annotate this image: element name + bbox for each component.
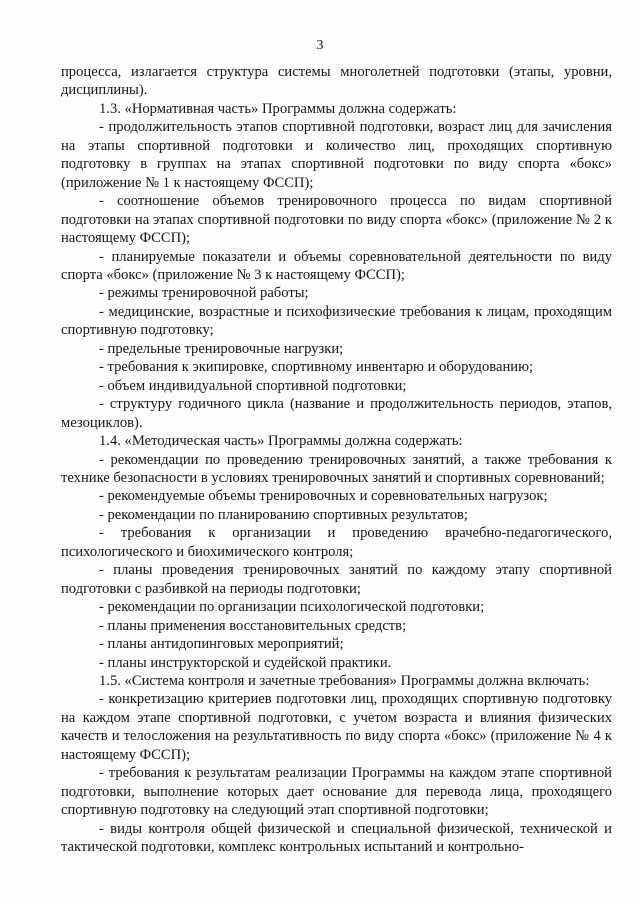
list-item: - планы применения восстановительных средств; xyxy=(99,617,407,634)
section-heading: 1.4. «Методическая часть» Программы должна содержать: xyxy=(99,433,463,450)
list-item: - рекомендации по организации психологической подготовки; xyxy=(99,599,485,616)
list-item: - рекомендации по проведению тренировочных занятий, а также требования к технике безопасности в условиях тренировочных занятий и спортивных соревнований; xyxy=(61,451,612,486)
list-item: - планируемые показатели и объемы соревновательной деятельности по виду спорта «бокс» (приложение № 3 к настоящему ФССП); xyxy=(61,248,612,283)
body-text xyxy=(61,63,612,856)
list-item: - объем индивидуальной спортивной подготовки; xyxy=(99,377,407,394)
page-number: 3 xyxy=(316,38,324,53)
list-item: - соотношение объемов тренировочного процесса по видам спортивной подготовки на этапах спортивной подготовки по виду спорта «бокс» (приложение № 2 к настоящему ФССП); xyxy=(61,193,612,247)
list-item: - конкретизацию критериев подготовки лиц, проходящих спортивную подготовку на каждом этапе спортивной подготовки, с учетом возраста и влияния физических качеств и телосложения на результативность по виду спорта «бокс» (приложение № 4 к настоящему ФССП); xyxy=(61,691,612,763)
list-item: - структуру годичного цикла (название и продолжительность периодов, этапов, мезоциклов). xyxy=(61,396,612,431)
list-item: - требования к организации и проведению врачебно-педагогического, психологического и биохимического контроля; xyxy=(61,525,612,560)
list-item: - медицинские, возрастные и психофизические требования к лицам, проходящим спортивную подготовку; xyxy=(61,303,612,339)
list-item: - предельные тренировочные нагрузки; xyxy=(99,340,344,357)
paragraph: процесса, излагается структура системы многолетней подготовки (этапы, уровни, дисциплины). xyxy=(61,64,612,99)
list-item: - рекомендуемые объемы тренировочных и соревновательных нагрузок; xyxy=(99,488,548,505)
section-heading: 1.5. «Система контроля и зачетные требования» Программы должна включать: xyxy=(99,672,590,689)
list-item: - виды контроля общей физической и специальной физической, технической и тактической подготовки, комплекс контрольных испытаний и контрольно- xyxy=(61,820,612,856)
list-item: - планы антидопинговых мероприятий; xyxy=(99,636,344,653)
section-heading: 1.3. «Нормативная часть» Программы должна содержать: xyxy=(99,100,457,117)
list-item: - планы инструкторской и судейской практики. xyxy=(99,654,392,671)
list-item: - требования к экипировке, спортивному инвентарю и оборудованию; xyxy=(99,359,534,376)
list-item: - продолжительность этапов спортивной подготовки, возраст лиц для зачисления на этапы спортивной подготовки и количество лиц, проходящих спортивную подготовку в группах на этапах спортивной подготовки по виду спорта «бокс» (приложение № 1 к настоящему ФССП); xyxy=(61,119,612,191)
list-item: - режимы тренировочной работы; xyxy=(99,285,309,302)
list-item: - требования к результатам реализации Программы на каждом этапе спортивной подготовки, выполнение которых дает основание для перевода лица, проходящего спортивную подготовку на следующий этап спортивной подготовки; xyxy=(61,765,612,819)
list-item: - рекомендации по планированию спортивных результатов; xyxy=(99,506,468,523)
list-item: - планы проведения тренировочных занятий по каждому этапу спортивной подготовки с разбивкой на периоды подготовки; xyxy=(61,562,612,597)
